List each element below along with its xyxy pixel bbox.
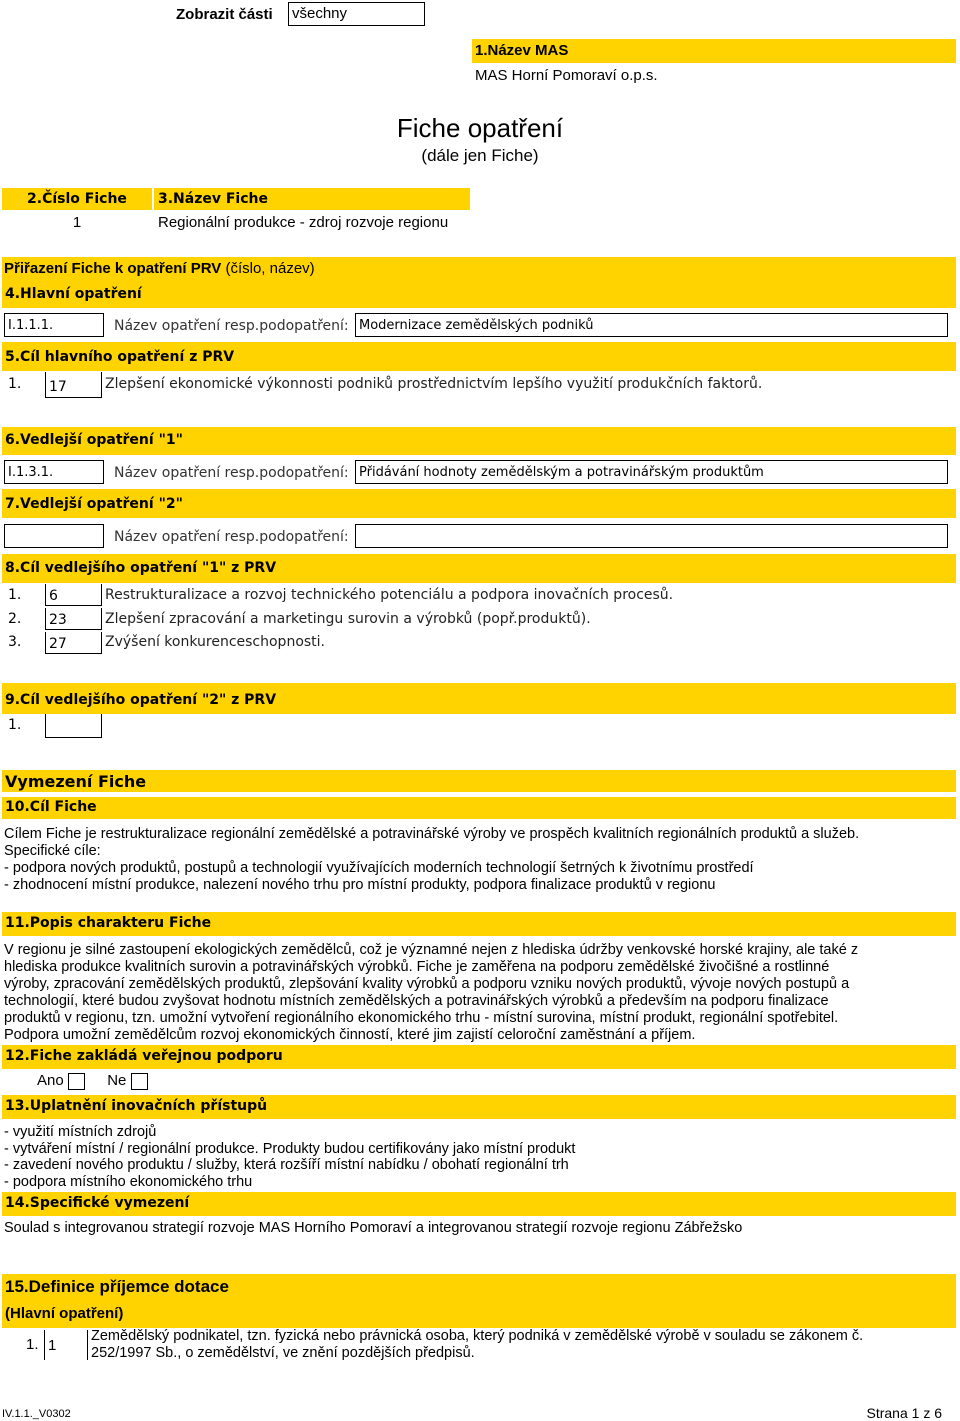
inovation-line: - podpora místního ekonomického trhu [4, 1173, 253, 1190]
popis-line: V regionu je silné zastoupení ekologických zemědělců, což je významné nejen z hlediska údržby venkovské horské krajiny, ale také z [4, 942, 859, 958]
main-measure-name: Modernizace zemědělských podniků [355, 313, 948, 337]
popis-line: produktů v regionu, tzn. umožní vytvoření regionálního ekonomického trhu - místní surovina, místní produkt, regionální spotřebitel. [4, 1010, 839, 1026]
recipient-subheading: (Hlavní opatření) [5, 1305, 124, 1322]
cil-text [4, 826, 956, 894]
goal-index: 1. [8, 376, 22, 392]
main-measure-label: Název opatření resp.podopatření: [114, 318, 349, 334]
popis-line: hlediska produkce kvalitních surovin a potravinářských výrobků. Fiche je zaměřena na podporu zemědělské živočišné a rostlinné [4, 959, 830, 975]
main-measure-heading: 4.Hlavní opatření [5, 286, 142, 302]
support-yes-checkbox[interactable] [68, 1073, 85, 1090]
inovation-line: - zavedení nového produktu / služby, která rozšíří místní nabídku / obohatí regionální trh [4, 1157, 569, 1173]
recipient-line: Zemědělský podnikatel, tzn. fyzická nebo právnická osoba, který podniká v zemědělské výrobě v souladu se zákonem č. [91, 1328, 864, 1344]
inovation-line: - vytváření místní / regionální produkce. Produkty budou certifikovány jako místní produkt [4, 1140, 576, 1157]
fiche-name-label: 3.Název Fiche [154, 188, 470, 210]
goal-index: 3. [8, 634, 22, 650]
goal-index: 1. [8, 587, 22, 603]
goal-number: 23 [45, 608, 102, 630]
mas-heading: 1.Název MAS [472, 39, 956, 63]
inovation-heading: 13.Uplatnění inovačních přístupů [2, 1095, 956, 1119]
side-measure-2-code [4, 524, 104, 548]
goal-index: 1. [8, 717, 22, 733]
fiche-name: Regionální produkce - zdroj rozvoje regionu [158, 214, 449, 231]
side-goal-1-heading: 8.Cíl vedlejšího opatření "1" z PRV [5, 560, 277, 576]
goal-text: Zlepšení ekonomické výkonnosti podniků prostřednictvím lepšího využití produkčních faktorů. [105, 376, 763, 392]
goal-text: Zvýšení konkurenceschopnosti. [105, 634, 326, 650]
support-heading: 12.Fiche zakládá veřejnou podporu [2, 1045, 956, 1069]
side-measure-2-name [355, 524, 948, 548]
fiche-number: 1 [72, 214, 82, 231]
side-goal-2-heading: 9.Cíl vedlejšího opatření "2" z PRV [5, 692, 277, 708]
filter-select[interactable]: všechny [288, 2, 425, 26]
cil-line: - zhodnocení místní produkce, nalezení nového trhu pro místní produkty, podpora finalizace produktů v regionu [4, 877, 716, 893]
side-goal-2-list [2, 714, 956, 757]
vymezeni-heading: Vymezení Fiche [2, 770, 956, 792]
recipient-text [91, 1328, 863, 1361]
page-title: Fiche opatření [396, 113, 564, 143]
spec-text: Soulad s integrovanou strategií rozvoje MAS Horního Pomoraví a integrovanou strategií rozvoje regionu Zábřežsko [4, 1220, 743, 1236]
mas-name: MAS Horní Pomoraví o.p.s. [475, 67, 658, 84]
side-measure-1-heading: 6.Vedlejší opatření "1" [5, 432, 183, 448]
inovation-line: - využití místních zdrojů [4, 1124, 157, 1140]
popis-heading: 11.Popis charakteru Fiche [2, 912, 956, 936]
support-no-label: Ne [107, 1072, 127, 1089]
popis-text [4, 942, 956, 1044]
fiche-number-label: 2.Číslo Fiche [2, 188, 152, 210]
goal-index: 2. [8, 611, 22, 627]
popis-line: výroby, zpracování zemědělských produktů, zlepšování kvality výrobků a podporu vzniku nových produktů, vývoje nových postupů a [4, 976, 850, 992]
recipient-index: 1. [26, 1336, 39, 1353]
support-options [37, 1072, 148, 1090]
page-subtitle: (dále jen Fiche) [421, 146, 539, 165]
support-no-checkbox[interactable] [131, 1073, 148, 1090]
side-measure-1-name: Přidávání hodnoty zemědělským a potravinářským produktům [355, 460, 948, 484]
page-number: Strana 1 z 6 [866, 1405, 942, 1421]
cil-line: - podpora nových produktů, postupů a technologií využívajících moderních technologií šetrných k životnímu prostředí [4, 860, 754, 876]
footer-code: IV.1.1._V0302 [2, 1408, 71, 1420]
goal-number: 17 [45, 372, 102, 398]
goal-text: Restrukturalizace a rozvoj technického potenciálu a podpora inovačních procesů. [105, 587, 674, 603]
recipient-heading: 15.Definice příjemce dotace [5, 1277, 229, 1296]
main-goal-heading: 5.Cíl hlavního opatření z PRV [5, 349, 235, 365]
support-yes-label: Ano [37, 1072, 64, 1089]
inovation-text [4, 1124, 956, 1190]
cil-heading: 10.Cíl Fiche [2, 797, 956, 819]
popis-line: Podpora umožní zemědělcům rozvoj ekonomických činností, které jim zajistí celoroční zaměstnání a příjem. [4, 1027, 696, 1043]
cil-line: Specifické cíle: [4, 843, 101, 859]
side-measure-1-label: Název opatření resp.podopatření: [114, 465, 349, 481]
goal-number [45, 714, 102, 738]
spec-heading: 14.Specifické vymezení [2, 1192, 956, 1216]
goal-number: 27 [45, 632, 102, 654]
main-measure-code: I.1.1.1. [4, 313, 104, 337]
goal-number: 6 [45, 584, 102, 606]
cil-line: Cílem Fiche je restrukturalizace regionální zemědělské a potravinářské výroby ve prospěch kvalitních regionálních produktů a služeb. [4, 826, 860, 842]
filter-label: Zobrazit části [176, 6, 273, 23]
side-measure-2-heading: 7.Vedlejší opatření "2" [5, 496, 183, 512]
side-measure-2-label: Název opatření resp.podopatření: [114, 529, 349, 545]
assignment-heading: Přiřazení Fiche k opatření PRV (číslo, název) [4, 260, 315, 277]
goal-text: Zlepšení zpracování a marketingu surovin a výrobků (popř.produktů). [105, 611, 591, 627]
recipient-line: 252/1997 Sb., o zemědělství, ve znění pozdějších předpisů. [91, 1344, 475, 1361]
popis-line: technologií, které budou zvyšovat hodnotu místních zemědělských a potravinářských výrobků a především na podporu finalizace [4, 993, 829, 1009]
recipient-number: 1 [44, 1330, 88, 1360]
side-measure-1-code: I.1.3.1. [4, 460, 104, 484]
